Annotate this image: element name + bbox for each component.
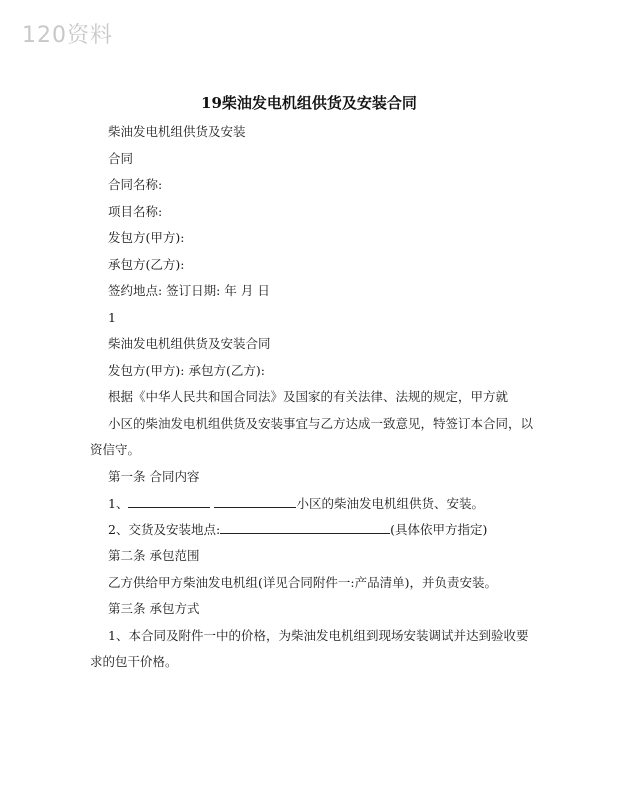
body-parties: 发包方(甲方): 承包方(乙方): [108, 363, 265, 378]
preamble-line-1: 根据《中华人民共和国合同法》及国家的有关法律、法规的规定，甲方就 [108, 389, 509, 404]
sign-info-field: 签约地点: 签订日期: 年 月 日 [108, 283, 270, 298]
article-3-item-1-line-1: 1、本合同及附件一中的价格，为柴油发电机组到现场安装调试并达到验收要 [108, 628, 529, 643]
blank-line [128, 495, 210, 508]
watermark: 120资料 [22, 23, 113, 48]
article-1-item-1-prefix: 1、 [108, 496, 129, 511]
body-heading: 柴油发电机组供货及安装合同 [108, 336, 271, 351]
blank-line [214, 495, 296, 508]
article-3-item-1-line-2: 求的包干价格。 [90, 654, 178, 669]
article-3-title: 第三条 承包方式 [108, 601, 200, 616]
article-2-text: 乙方供给甲方柴油发电机组(详见合同附件一:产品清单)，并负责安装。 [108, 575, 497, 590]
project-name-field: 项目名称: [108, 204, 163, 219]
cover-line-1: 柴油发电机组供货及安装 [108, 124, 246, 139]
article-1-item-2-prefix: 2、交货及安装地点: [108, 522, 221, 537]
article-1-item-2 [108, 521, 487, 538]
cover-line-2: 合同 [108, 151, 134, 166]
article-1-title: 第一条 合同内容 [108, 469, 200, 484]
blank-line [220, 521, 390, 534]
contract-name-field: 合同名称: [108, 177, 163, 192]
preamble-line-3: 资信守。 [90, 442, 141, 457]
article-2-title: 第二条 承包范围 [108, 548, 200, 563]
party-a-field: 发包方(甲方): [108, 230, 185, 245]
document-title: 19柴油发电机组供货及安装合同 [201, 94, 417, 112]
article-1-item-1 [108, 495, 484, 512]
article-1-item-1-suffix: 小区的柴油发电机组供货、安装。 [296, 496, 484, 511]
preamble-line-2: 小区的柴油发电机组供货及安装事宜与乙方达成一致意见，特签订本合同，以 [108, 416, 534, 431]
party-b-field: 承包方(乙方): [108, 257, 185, 272]
page-number: 1 [108, 310, 116, 325]
article-1-item-2-suffix: (具体依甲方指定) [390, 522, 488, 537]
